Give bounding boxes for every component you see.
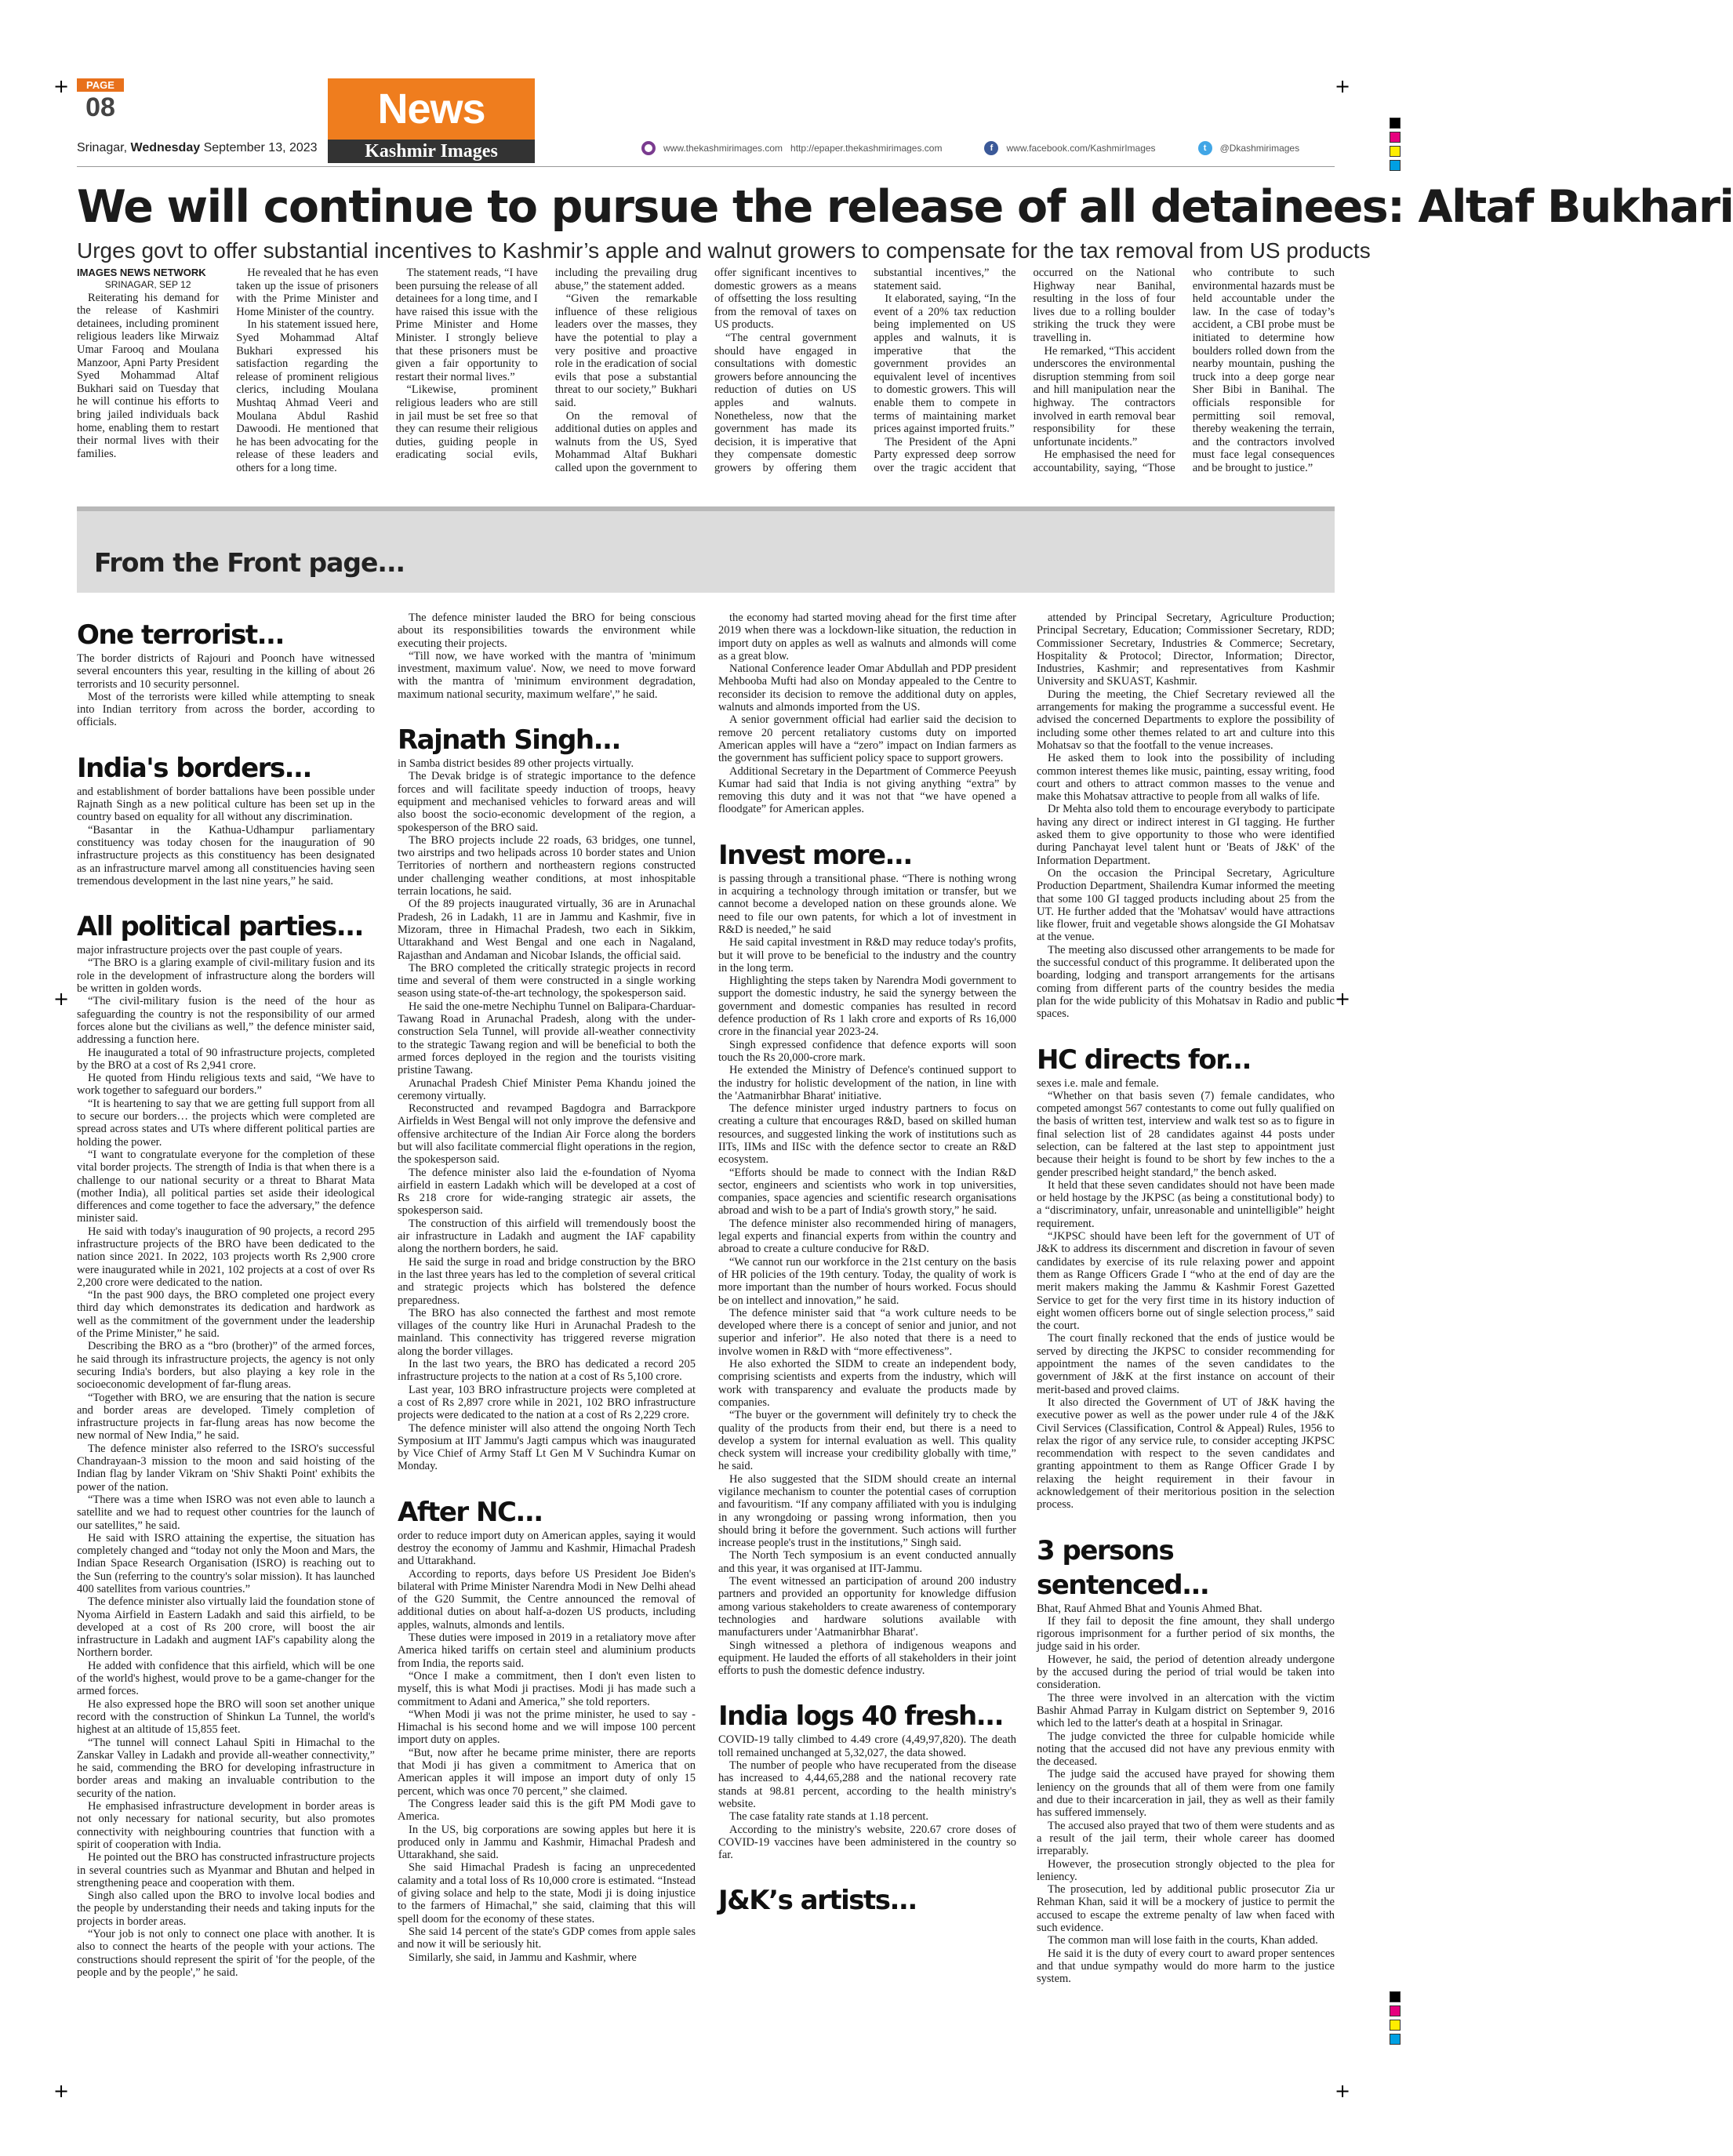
paragraph: “Likewise, prominent religious leaders who are still in jail must be set free so that they can resume their religious duties, guiding people in eradicating social evils, including the prevailing drug abuse,” the statement added. <box>395 267 697 462</box>
masthead-rule <box>77 166 1335 167</box>
paragraph: It held that these seven candidates should not have been made or held hostage by the JKPSC (as being a constitutional body) to a “discriminatory, unfair, unreasonable and unintelligible” height requirement. <box>1037 1178 1335 1230</box>
paragraph: These duties were imposed in 2019 in a retaliatory move after America hiked tariffs on certain steel and aluminium products from India, the reports said. <box>398 1632 696 1670</box>
paragraph: “Basantar in the Kathua-Udhampur parliamentary constituency was today chosen for the inauguration of 90 infrastructure projects as this constituency has been designated as an infrastructure marvel among all constituencies having seen tremendous development in the last nine years,” he said. <box>77 823 375 887</box>
paragraph: attended by Principal Secretary, Agriculture Production; Principal Secretary, Education; Commissioner Secretary, RDD; Commissioner Secretary, Industries & Commerce; Secretary, Hospitality & Protocol; Director, Information; Director, Industries, Kashmir; and representatives from Kashmir University and SKUAST, Kashmir. <box>1037 612 1335 688</box>
paragraph: It also directed the Government of UT of J&K having the executive power as well as the power under rule 4 of the J&K Civil Services (Classification, Control & Appeal) Rules, 1956 to relax the rigor of any service rule, to consider accepting JKPSC recommendation with respect to the seven candidates and granting appointment to them as Range Officer Grade I by relaxing the height requirement in their favour in acknowledgement of their meritorious position in the selection process. <box>1037 1396 1335 1512</box>
twitter-link[interactable]: @Dkashmirimages <box>1219 143 1300 154</box>
paragraph: major infrastructure projects over the past couple of years. <box>77 944 343 957</box>
front-page-column-3 <box>718 612 1016 2093</box>
lead-dateline: SRINAGAR, SEP 12 <box>104 279 191 290</box>
paragraph: Additional Secretary in the Department of Commerce Peeyush Kumar had said that India is not giving anything “extra” by removing this duty and it was not that “we have opened a floodgate” for American apples. <box>718 764 1016 816</box>
paragraph: “Once I make a commitment, then I don't even listen to myself, this is what Modi ji practises. Modi ji has made such a commitment to Adani and America,” she told reporters. <box>398 1669 696 1708</box>
paragraph: “I want to congratulate everyone for the completion of these vital border projects. The strength of India is that when there is a challenge to our national security or a threat to Bharat Mata (mother India), all political parties set aside their ideological differences and come together to face the adversary,” the defence minister said. <box>77 1148 375 1225</box>
paragraph: According to reports, days before US President Joe Biden's bilateral with Prime Minister Narendra Modi in New Delhi ahead of the G20 Summit, the Centre announced the removal of additional duties on about half-a-dozen US products, including apples, walnuts, almonds and lentils. <box>398 1567 696 1632</box>
paragraph: The North Tech symposium is an event conducted annually and this year, it was organised at IIT-Jammu. <box>718 1549 1016 1575</box>
date-day: Wednesday <box>130 141 201 154</box>
lead-byline: IMAGES NEWS NETWORK <box>77 267 206 278</box>
paragraph: “JKPSC should have been left for the government of UT of J&K to address its discernment and discretion in favour of seven candidates by exercise of its rule relaxing power and appoint them as Range Officers Grade I “who at the end of day are the merit makers making the Jammu & Kashmir Forest Gazetted Service to get for the very first time in its history induction of eight women officers borne out of single selection process,” said the court. <box>1037 1230 1335 1333</box>
paragraph: COVID-19 tally climbed to 4.49 crore (4,49,97,820). The death toll remained unchanged at 5,32,027, the data showed. <box>718 1733 1016 1759</box>
lead-subhead: Urges govt to offer substantial incentives to Kashmir’s apple and walnut growers to compensate for the tax removal from US products <box>77 238 1371 263</box>
paragraph: “The buyer or the government will definitely try to check the quality of the products from their end, but there is a need to develop a system for internal evaluation as well. This quality check system will increase your credibility globally with time,” he said. <box>718 1409 1016 1473</box>
paragraph: On the removal of additional duties on apples and walnuts from the US, Syed Mohammad Altaf Bukhari called upon the government to offer significant incentives to domestic growers as a means of offsetting the loss resulting from the removal of taxes on US products. <box>554 267 857 474</box>
paragraph: He said capital investment in R&D may reduce today's profits, but it will prove to be beneficial to the industry and the country in the long term. <box>718 936 1016 975</box>
crop-mark-mid-right: + <box>1335 988 1351 1010</box>
paragraph: “There was a time when ISRO was not even able to launch a satellite and we had to request other countries for the launch of our satellites,” he said. <box>77 1493 375 1532</box>
crop-mark-top-left: + <box>53 75 70 97</box>
page-number: 08 <box>85 93 115 122</box>
paragraph: He revealed that he has even taken up the issue of prisoners with the Prime Minister and Home Minister of the country. <box>236 267 379 318</box>
paragraph: According to the ministry's website, 220.67 crore doses of COVID-19 vaccines have been administered in the country so far. <box>718 1823 1016 1862</box>
paragraph: “Efforts should be made to connect with the Indian R&D sector, engineers and scientists who work in top universities, companies, space agencies and scientific research organisations abroad and wish to be a part of India's growth story,” he said. <box>718 1166 1016 1218</box>
paragraph: He remarked, “This accident underscores the environmental disruption stemming from soil and hill manipulation near the highway. The contractors involved in earth removal bear responsibility for these unfortunate incidents.” <box>1033 344 1175 448</box>
story-heading: J&K’s artists... <box>718 1885 917 1917</box>
paragraph: The number of people who have recuperated from the disease has increased to 4,44,65,288 and the national recovery rate stands at 98.81 percent, according to the health ministry's website. <box>718 1759 1016 1810</box>
paragraph: sexes i.e. male and female. <box>1037 1076 1159 1090</box>
story-heading: Invest more... <box>718 839 912 871</box>
paragraph: “In the past 900 days, the BRO completed one project every third day which demonstrates its dedication and hardwork as well as the commitment of the government under the leadership of the Prime Minister,” he said. <box>77 1289 375 1341</box>
paragraph: He also suggested that the SIDM should create an internal vigilance mechanism to counter the potential cases of corruption and favouritism. “If any company affiliated with you is indulging in any wrongdoing or passing wrong information, then you should bring it before the government. Such actions will further increase people's trust in the institutions,” Singh said. <box>718 1472 1016 1550</box>
paragraph: He quoted from Hindu religious texts and said, “We have to work together to safeguard our borders.” <box>77 1072 375 1098</box>
date-text: September 13, 2023 <box>203 141 318 154</box>
paragraph: Dr Mehta also told them to encourage everybody to participate having any direct or indirect interest in GI tagging. He further asked them to give opportunity to those who were identified during Panchayat level talent hunt or 'Beats of J&K' of the Information Department. <box>1037 803 1335 867</box>
paragraph: “Whether on that basis seven (7) female candidates, who competed amongst 567 contestants to come out fully qualified on the basis of written test, interview and walk test so as to figure in final selection list of 28 candidates against 44 posts under selection, can be faltered at the last step to appointment just because their height is found to be short by few inches to the a gender prescribed height standard,” the bench asked. <box>1037 1089 1335 1179</box>
paragraph: and establishment of border battalions have been possible under Rajnath Singh as a new political culture has been set up in the country based on equality for all without any discrimination. <box>77 785 375 824</box>
paragraph: He asked them to look into the possibility of including common interest themes like music, painting, essay writing, food court and others to attract common masses to the venue and make this Mohatsav attractive to people from all walks of life. <box>1037 752 1335 804</box>
front-page-column-1 <box>77 612 375 2093</box>
front-page-column-4 <box>1037 612 1335 2093</box>
paragraph: The event witnessed an participation of around 200 industry partners and provided an opportunity for knowledge diffusion among various stakeholders to create awareness of contemporary technologies and hardware solutions available with manufacturers under 'Aatmanirbhar Bharat'. <box>718 1575 1016 1639</box>
paragraph: Of the 89 projects inaugurated virtually, 36 are in Arunachal Pradesh, 26 in Ladakh, 11 are in Jammu and Kashmir, five in Mizoram, three in Himachal Pradesh, two each in Sikkim, Uttarakhand and West Bengal and one each in Nagaland, Rajasthan and Andaman and Nicobar Islands, the official said. <box>398 898 696 962</box>
paragraph: He added with confidence that this airfield, which will be one of the world's highest, would prove to be a game-changer for the armed forces. <box>77 1659 375 1698</box>
paragraph: The three were involved in an altercation with the victim Bashir Ahmad Parray in Kulgam district on September 9, 2016 which led to the latter's death at a hospital in Srinagar. <box>1037 1691 1335 1730</box>
paragraph: He said the one-metre Nechiphu Tunnel on Balipara-Charduar-Tawang Road in Arunachal Pradesh, along with the under-construction Sela Tunnel, will provide all-weather connectivity to the strategic Tawang region and will be beneficial to both the armed forces deployed in the region and the tourists visiting pristine Tawang. <box>398 1000 696 1077</box>
paragraph: The BRO has also connected the farthest and most remote villages of the country like Huri in Arunachal Pradesh to the mainland. This connectivity has triggered reverse migration along the border villages. <box>398 1306 696 1358</box>
paragraph: The defence minister will also attend the ongoing North Tech Symposium at IIT Jammu's Jagti campus which was inaugurated by Vice Chief of Army Staff Lt Gen M V Suchindra Kumar on Monday. <box>398 1421 696 1473</box>
paragraph: The defence minister also virtually laid the foundation stone of Nyoma Airfield in Eastern Ladakh and said this airfield, to be developed at a cost of Rs 200 crore, will boost the air infrastructure in Ladakh and augment IAF's capability along the Northern border. <box>77 1595 375 1660</box>
paragraph: “Till now, we have worked with the mantra of 'minimum investment, maximum value'. Now, we need to move forward with the mantra of 'minimum environment degradation, maximum national security, maximum welfare',” he said. <box>398 649 696 701</box>
color-registration-strip-top <box>1390 118 1402 171</box>
paragraph: He extended the Ministry of Defence's continued support to the industry for holistic development of the nation, in line with the 'Aatmanirbhar Bharat' initiative. <box>718 1064 1016 1102</box>
contact-links <box>641 140 1335 157</box>
page-tag <box>77 78 124 123</box>
paragraph: The common man will lose faith in the courts, Khan added. <box>1048 1934 1318 1947</box>
paragraph: “Together with BRO, we are ensuring that the nation is secure and border areas are developed. Timely completion of infrastructure projects in far-flung areas has now become the new normal of New India,” he said. <box>77 1391 375 1443</box>
website-link[interactable]: www.thekashmirimages.com <box>663 143 783 154</box>
story-heading: One terrorist... <box>77 619 284 651</box>
crop-mark-bottom-right: + <box>1335 2080 1351 2102</box>
paragraph: Singh expressed confidence that defence exports will soon touch the Rs 20,000-crore mark. <box>718 1038 1016 1064</box>
paragraph: Singh also called upon the BRO to involve local bodies and the people by understanding their needs and taking inputs for the projects in border areas. <box>77 1889 375 1928</box>
date-city: Srinagar, <box>77 141 128 154</box>
paragraph: The Congress leader said this is the gift PM Modi gave to America. <box>398 1797 696 1824</box>
paragraph: The defence minister lauded the BRO for being conscious about its responsibilities towards the environment while executing their projects. <box>398 612 696 650</box>
paragraph: the economy had started moving ahead for the first time after 2019 when there was a lockdown-like situation, the reduction in import duty on apples as well as walnuts and almonds will come as a great blow. <box>718 612 1016 662</box>
paragraph: “It is heartening to say that we are getting full support from all to secure our borders… the projects which were completed are spread across states and UTs where different political parties are holding the power. <box>77 1097 375 1149</box>
crop-mark-top-right: + <box>1335 75 1351 97</box>
paragraph: He said the surge in road and bridge construction by the BRO in the last three years has led to the completion of several critical and strategic projects which has bolstered the defence preparedness. <box>398 1255 696 1307</box>
paragraph: The Devak bridge is of strategic importance to the defence forces and will facilitate speedy induction of troops, heavy equipment and mechanised vehicles to forward areas and will also boost the socio-economic development of the region, a spokesperson of the BRO said. <box>398 770 696 834</box>
website-icon <box>641 141 656 155</box>
facebook-link[interactable]: www.facebook.com/KashmirImages <box>1006 143 1156 154</box>
twitter-icon: t <box>1198 141 1212 155</box>
paragraph: order to reduce import duty on American apples, saying it would destroy the economy of Jammu and Kashmir, Himachal Pradesh and Uttarakhand. <box>398 1529 696 1568</box>
paragraph: He said with today's inauguration of 90 projects, a record 295 infrastructure projects of the BRO have been dedicated to the nation since 2021. In 2022, 103 projects worth Rs 2,900 crore were inaugurated while in 2021, 102 projects at a cost of over Rs 2,200 crore were dedicated to the nation. <box>77 1225 375 1289</box>
paragraph: “When Modi ji was not the prime minister, he used to say - Himachal is his second home and we will impose 100 percent import duty on apples. <box>398 1708 696 1747</box>
story-heading: HC directs for... <box>1037 1044 1251 1076</box>
paragraph: He emphasised infrastructure development in border areas is not only necessary for national security, but also promotes connectivity with neighbouring countries that function with a spirit of cooperation with India. <box>77 1800 375 1851</box>
paragraph: The meeting also discussed other arrangements to be made for the successful conduct of this programme. It deliberated upon the boarding, lodging and transport arrangements for the artisans coming from different parts of the country besides the media plan for the wide publicity of this Mohatsav in Radio and public spaces. <box>1037 943 1335 1021</box>
paragraph: In the US, big corporations are sowing apples but here it is produced only in Jammu and Kashmir, Himachal Pradesh and Uttarakhand, she said. <box>398 1823 696 1862</box>
paragraph: However, he said, the period of detention already undergone by the accused during the period of trial would be taken into consideration. <box>1037 1653 1335 1692</box>
paragraph: The defence minister also laid the e-foundation of Nyoma airfield in eastern Ladakh which will be developed at a cost of Rs 218 crore for wide-ranging strategic air assets, the spokesperson said. <box>398 1166 696 1218</box>
paragraph: Describing the BRO as a “bro (brother)” of the armed forces, he said through its infrastructure projects, the agency is not only securing India's borders, but also playing a key role in the socioeconomic development of far-flung areas. <box>77 1340 375 1392</box>
paragraph: “But, now after he became prime minister, there are reports that Modi ji has given a commitment to America that on American apples it will impose an import duty of only 15 percent, which was once 70 percent,” she claimed. <box>398 1746 696 1798</box>
paragraph: “The civil-military fusion is the need of the hour as safeguarding the country is not the responsibility of our armed forces alone but the civilians as well,” the defence minister said, addressing a function here. <box>77 995 375 1047</box>
masthead <box>77 78 1335 165</box>
paragraph: The construction of this airfield will tremendously boost the air infrastructure in Ladakh and augment the IAF capability along the northern borders, he said. <box>398 1217 696 1256</box>
page-label: PAGE <box>77 78 124 92</box>
paragraph: National Conference leader Omar Abdullah and PDP president Mehbooba Mufti had also on Monday appealed to the Centre to reconsider its decision to remove the additional duty on apples, walnuts and almonds imported from the US. <box>718 662 1016 714</box>
story-heading: India's borders... <box>77 752 311 784</box>
lead-headline: We will continue to pursue the release of all detainees: Altaf Bukhari <box>77 181 1733 233</box>
paragraph: “Your job is not only to connect one place with another. It is also to connect the hearts of the people with your actions. The constructions should represent the spirit of 'for the people, of the people and by the people',” he said. <box>77 1928 375 1979</box>
paragraph: In his statement issued here, Syed Mohammad Altaf Bukhari expressed his satisfaction regarding the release of prominent religious clerics, including Moulana Mushtaq Ahmad Veeri and Moulana Abdul Rashid Dawoodi. He mentioned that he has been advocating for the release of these leaders and others for a long time. <box>236 318 379 474</box>
story-heading: 3 persons sentenced... <box>1037 1534 1209 1601</box>
paragraph: The President of the Apni Party expressed deep sorrow over the tragic accident that occurred on the National Highway near Banihal, resulting in the loss of four lives due to a rolling boulder striking the truck they were travelling in. <box>874 267 1175 474</box>
paragraph: “The central government should have engaged in consultations with domestic growers before announcing the reduction of duties on US apples and walnuts. Nonetheless, now that the government has made its decision, it is imperative that they compensate domestic growers by offering them substantial incentives,” the statement said. <box>714 267 1016 474</box>
paragraph: He said with ISRO attaining the expertise, the situation has completely changed and “today not only the Moon and Mars, the Indian Space Research Organisation (ISRO) is reaching out to the Sun (referring to the country's solar mission). It has launched 400 satellites from various countries.” <box>77 1531 375 1595</box>
paragraph: On the occasion the Principal Secretary, Agriculture Production Department, Shailendra Kumar informed the meeting that some 100 GI tagged products including about 25 from the UT. He further added that the 'Mohatsav' would have attractions like flower, fruit and vegetable shows alongside the GI Mohatsav at the venue. <box>1037 866 1335 944</box>
facebook-icon: f <box>984 141 998 155</box>
color-registration-strip-bottom <box>1390 1991 1402 2045</box>
paragraph: Last year, 103 BRO infrastructure projects were completed at a cost of Rs 2,897 crore while in 2021, 102 BRO infrastructure projects were dedicated to the nation at a cost of Rs 2,229 crore. <box>398 1383 696 1422</box>
paragraph: is passing through a transitional phase. “There is nothing wrong in acquiring a technology through imitation or transfer, but we cannot become a developed nation on these grounds alone. We need to file our own patents, for which a lot of investment in R&D is needed,” he said <box>718 872 1016 936</box>
paragraph: Reiterating his demand for the release of Kashmiri detainees, including prominent religious leaders like Mirwaiz Umar Farooq and Moulana Manzoor, Apni Party President Syed Mohammad Altaf Bukhari said on Tuesday that he will continue his efforts to bring jailed individuals back home, enabling them to restart their normal lives with their families. <box>77 291 220 460</box>
epaper-link[interactable]: http://epaper.thekashmirimages.com <box>790 143 943 154</box>
paragraph: The case fatality rate stands at 1.18 percent. <box>729 1810 929 1824</box>
paragraph: The border districts of Rajouri and Poonch have witnessed several encounters this year, resulting in the killing of about 26 terrorists and 10 security personnel. <box>77 652 375 691</box>
crop-mark-bottom-left: + <box>53 2080 70 2102</box>
front-page-band <box>77 506 1335 593</box>
front-page-column-2 <box>398 612 696 2093</box>
front-page-title: From the Front page... <box>94 547 405 578</box>
paragraph: However, the prosecution strongly objected to the plea for leniency. <box>1037 1857 1335 1883</box>
paragraph: She said Himachal Pradesh is facing an unprecedented calamity and a total loss of Rs 10,000 crore is estimated. “Instead of giving solace and help to the state, Modi ji is doing injustice to the farmers of Himachal,” she said, claiming that this will spell doom for the economy of these states. <box>398 1861 696 1926</box>
issue-date <box>77 141 318 155</box>
paragraph: In the last two years, the BRO has dedicated a record 205 infrastructure projects to the nation at a cost of Rs 5,100 crore. <box>398 1358 696 1384</box>
paragraph: in Samba district besides 89 other projects virtually. <box>398 757 634 771</box>
paragraph: Bhat, Rauf Ahmed Bhat and Younis Ahmed Bhat. <box>1037 1602 1263 1615</box>
paragraph: The defence minister also referred to the ISRO's successful Chandrayaan-3 mission to the moon and said hoisting of the Indian flag by lander Vikram on 'Shiv Shakti Point' exhibits the power of the nation. <box>77 1442 375 1494</box>
crop-mark-mid-left: + <box>53 988 70 1010</box>
paragraph: She said 14 percent of the state's GDP comes from apple sales and now it will be seriously hit. <box>398 1925 696 1951</box>
paragraph: “The tunnel will connect Lahaul Spiti in Himachal to the Zanskar Valley in Ladakh and provide all-weather connectivity,” he said, commending the BRO for developing infrastructure in border areas and making an invaluable contribution to the security of the nation. <box>77 1736 375 1800</box>
paragraph: Similarly, she said, in Jammu and Kashmir, where <box>409 1951 637 1964</box>
paragraph: The judge convicted the three for culpable homicide while noting that the accused did not have any previous enmity with the deceased. <box>1037 1730 1335 1769</box>
paragraph: If they fail to deposit the fine amount, they shall undergo rigorous imprisonment for a further period of six months, the judge said in his order. <box>1037 1614 1335 1653</box>
paragraph: The statement reads, “I have been pursuing the release of all detainees for a long time, and I have raised this issue with the Prime Minister and Home Minister. I strongly believe that these prisoners must be given a fair opportunity to restart their normal lives.” <box>395 267 538 383</box>
paragraph: The BRO projects include 22 roads, 63 bridges, one tunnel, two airstrips and two helipads across 10 border states and Union Territories of northern and northeastern regions constructed under challenging weather conditions, at most inhospitable terrain locations, he said. <box>398 833 696 898</box>
paragraph: During the meeting, the Chief Secretary reviewed all the arrangements for making the programme a successful event. He advised the concerned Departments to explore the possibility of including some other themes related to art and culture into this Mohatsav so that the footfall to the venue increases. <box>1037 688 1335 752</box>
paragraph: He also exhorted the SIDM to create an independent body, comprising scientists and experts from the industry, which will work with transparency and evaluate the products made by companies. <box>718 1358 1016 1409</box>
paragraph: “We cannot run our workforce in the 21st century on the basis of HR policies of the 19th century. Today, the quality of work is more important than the number of hours worked. Focus should be on intellect and innovation,” he said. <box>718 1255 1016 1307</box>
story-heading: After NC... <box>398 1496 543 1528</box>
paragraph: The defence minister urged industry partners to focus on creating a culture that encourages R&D, based on skilled human resources, and suggested linking the work of institutions such as IITs, IIMs and IISc with the defence sector to create an R&D ecosystem. <box>718 1102 1016 1167</box>
paragraph: “Given the remarkable influence of these religious leaders over the masses, they have the potential to play a very positive and proactive role in the eradication of social evils that pose a substantial threat to our society,” Bukhari said. <box>554 292 697 409</box>
story-heading: All political parties... <box>77 911 363 943</box>
paragraph: The prosecution, led by additional public prosecutor Zia ur Rehman Khan, said it will be a mockery of justice to permit the accused to escape the extreme penalty of law when faced with such evidence. <box>1037 1883 1335 1935</box>
band-rule <box>77 506 1335 511</box>
paragraph: He inaugurated a total of 90 infrastructure projects, completed by the BRO at a cost of Rs 2,941 crore. <box>77 1046 375 1072</box>
paragraph: He pointed out the BRO has constructed infrastructure projects in several countries such as Myanmar and Bhutan and helped in strengthening peace and cooperation with them. <box>77 1851 375 1889</box>
paragraph: The accused also prayed that two of them were students and as a result of the jail term, their whole career has doomed irreparably. <box>1037 1819 1335 1858</box>
paragraph: Arunachal Pradesh Chief Minister Pema Khandu joined the ceremony virtually. <box>398 1076 696 1102</box>
paragraph: Reconstructed and revamped Bagdogra and Barrackpore Airfields in West Bengal will not only improve the defensive and offensive architecture of the Indian Air Force along the borders but will also facilitate commercial flight operations in the region, the spokesperson said. <box>398 1102 696 1167</box>
paragraph: Most of the terrorists were killed while attempting to sneak into Indian territory from across the border, according to officials. <box>77 690 375 729</box>
paragraph: The court finally reckoned that the ends of justice would be served by directing the JKPSC to consider recommending for appointment the names of the seven candidates to the government of J&K at the first instance on account of their merit-based and proved claims. <box>1037 1332 1335 1396</box>
section-title: News <box>328 78 535 140</box>
paragraph: It elaborated, saying, “In the event of a 20% tax reduction being implemented on US apples and walnuts, it is imperative that the government provides an equivalent level of incentives to domestic growers. This will enable them to compete in terms of maintaining market prices against imported fruits.” <box>874 292 1016 436</box>
story-heading: Rajnath Singh... <box>398 724 620 757</box>
paragraph: A senior government official had earlier said the decision to remove 20 percent retaliatory customs duty on imported American apples will have a “zero” impact on Indian farmers as the government has sufficient policy space to support growers. <box>718 713 1016 765</box>
paragraph: Singh witnessed a plethora of indigenous weapons and equipment. He lauded the efforts of all stakeholders in their joint efforts to push the domestic defence industry. <box>718 1639 1016 1678</box>
paragraph: The BRO completed the critically strategic projects in record time and several of them were constructed in a single working season using state-of-the-art technology, the spokesperson said. <box>398 961 696 1000</box>
paragraph: The defence minister said that “a work culture needs to be developed where there is a concept of senior and junior, and not superior and inferior”. He also noted that there is a need to involve women in R&D with “more effectiveness”. <box>718 1306 1016 1358</box>
paragraph: Highlighting the steps taken by Narendra Modi government to support the domestic industry, he said the synergy between the government and domestic companies has resulted in record defence production of Rs 1 lakh crore and exports of Rs 16,000 crore in the financial year 2023-24. <box>718 975 1016 1039</box>
lead-story-body <box>77 267 1335 498</box>
paragraph: He emphasised the need for accountability, saying, “Those who contribute to such environmental hazards must be held accountable under the law. In the case of today’s accident, a CBI probe must be initiated to determine how boulders rolled down from the nearby mountain, pushing the truck into a deep gorge near Sher Bibi in Banihal. The officials responsible for permitting soil removal, thereby weakening the terrain, and the contractors involved must face legal consequences and be brought to justice.” <box>1033 267 1335 474</box>
paragraph: He said it is the duty of every court to award proper sentences and that undue sympathy would do more harm to the justice system. <box>1037 1947 1335 1986</box>
paragraph: “The BRO is a glaring example of civil-military fusion and its role in the development of infrastructure along the borders will be written in golden words. <box>77 956 375 996</box>
paragraph: He also expressed hope the BRO will soon set another unique record with the construction of Shinkun La Tunnel, the world's highest at an altitude of 15,855 feet. <box>77 1697 375 1737</box>
paragraph: The defence minister also recommended hiring of managers, legal experts and financial experts from within the country and abroad to create a culture conducive for R&D. <box>718 1217 1016 1256</box>
paper-name: Kashmir Images <box>328 140 535 163</box>
story-heading: India logs 40 fresh... <box>718 1700 1004 1733</box>
paragraph: The judge said the accused have prayed for showing them leniency on the grounds that all of them were from one family and due to their incarceration in jail, they as well as their family has suffered immensely. <box>1037 1768 1335 1820</box>
